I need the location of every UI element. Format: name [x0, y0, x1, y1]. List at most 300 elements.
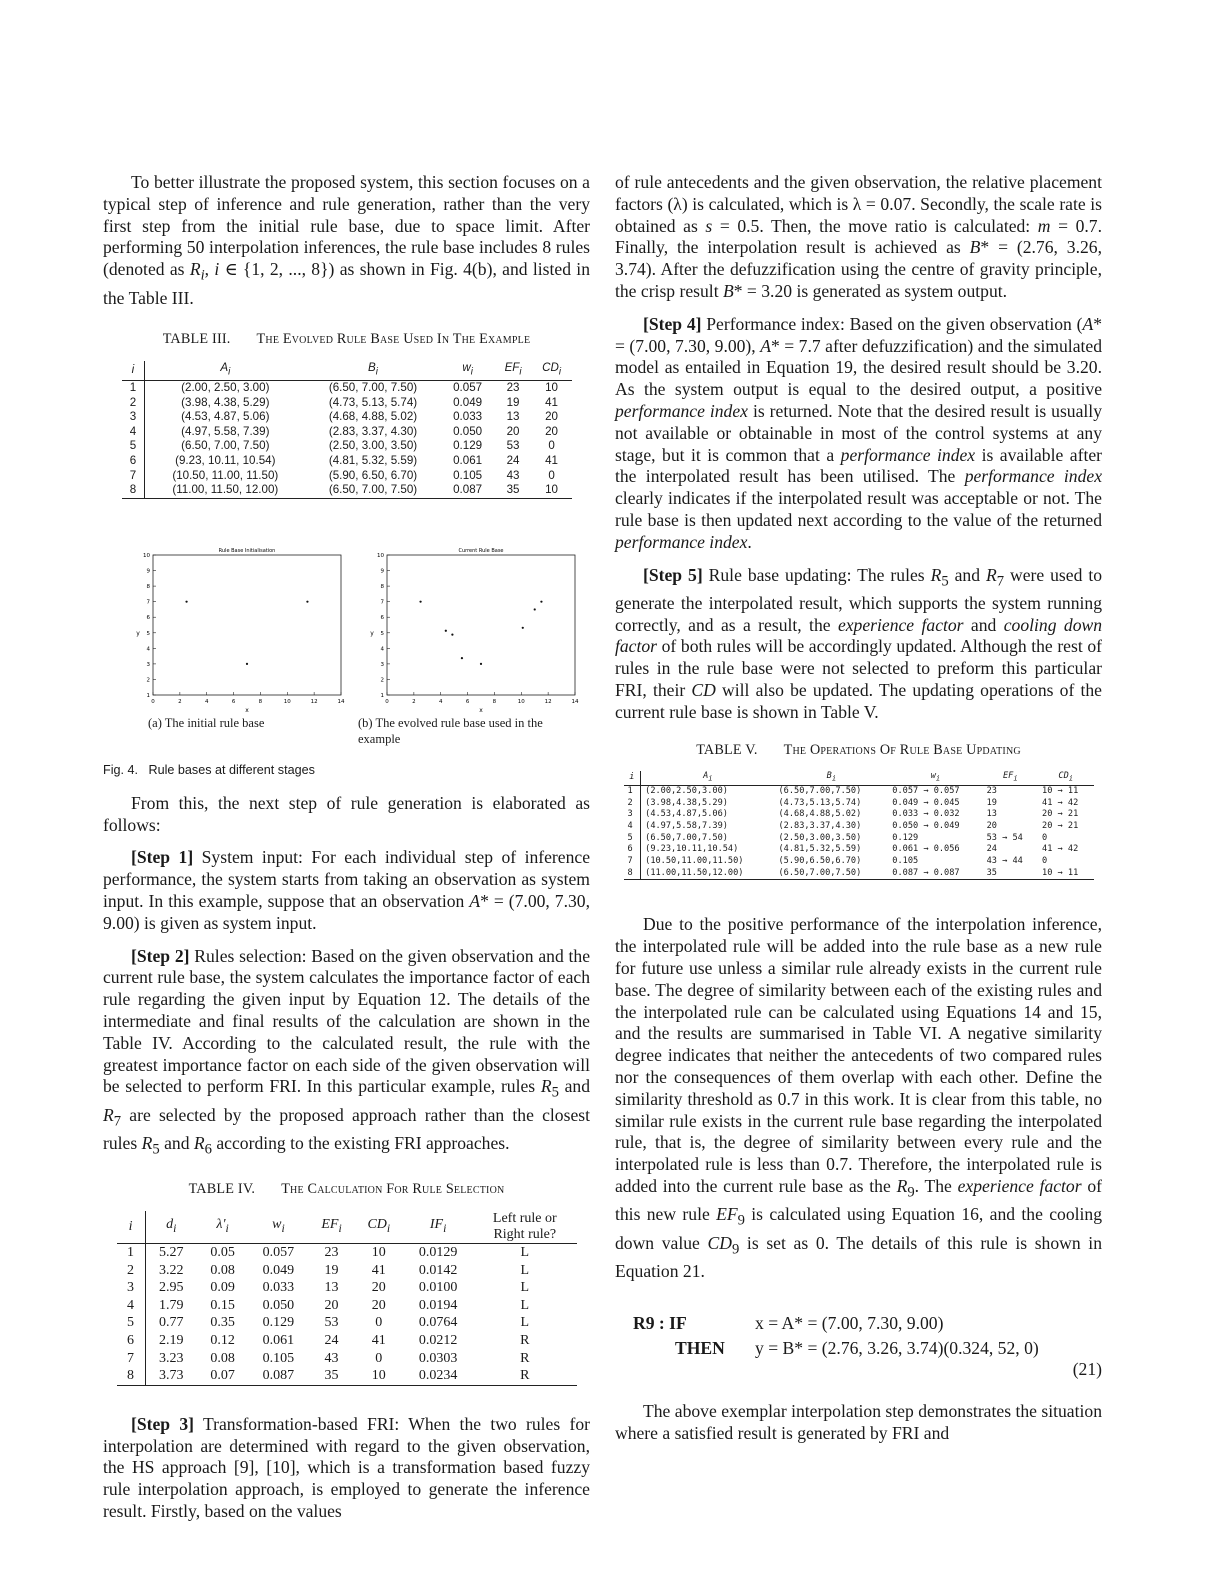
table3-cell: 23 [506, 381, 520, 394]
intro-paragraph: To better illustrate the proposed system, this section focuses on a typical step of inference and rule generation, rather than the very first step from the initial rule base, due to space limit. After performing 50 interpolation inferences, the rule base includes 8 rules (denoted as $R_i$, i ∈ {1, 2, ..., 8}) as shown in Fig. 4(b), and listed in the Table III. [103, 172, 590, 308]
figure-4a-x-tick-label: 8 [258, 698, 263, 705]
table4-cell: 20 [371, 1280, 386, 1296]
table3-cell: (4.81, 5.32, 5.59) [328, 453, 418, 467]
table3-cell: 10 [545, 381, 559, 394]
closing-paragraph: The above exemplar interpolation step demonstrates the situation where a satisfied result is generated by FRI and [615, 1400, 1102, 1443]
left-column [103, 172, 590, 1523]
table3-row [122, 469, 572, 484]
figure-4b-y-tick-label: 1 [380, 692, 384, 699]
table5-cell: 0.049 → 0.045 [892, 797, 960, 808]
table5-cell: 0.061 → 0.056 [892, 844, 960, 855]
table3-cell: 43 [506, 468, 520, 482]
table3-cell: 10 [532, 483, 572, 498]
table5-cell: 0.033 → 0.032 [892, 809, 960, 820]
table3-cell: (10.50, 11.00, 11.50) [172, 468, 279, 482]
table4-caption [103, 1179, 590, 1201]
table5-row [624, 844, 1094, 856]
table5-cell: 23 [986, 785, 997, 796]
table3-cell: (4.73, 5.13, 5.74) [328, 395, 418, 409]
figure-4b-y-tick-label: 7 [380, 599, 384, 606]
table3-row [122, 381, 572, 396]
table4-cell: 0.77 [159, 1315, 184, 1331]
table4-cell: 43 [324, 1350, 339, 1366]
table5-cell: (6.50,7.00,7.50) [645, 832, 728, 843]
table3-cell: 0.105 [453, 468, 483, 482]
table3-row [122, 410, 572, 425]
table5-cell: 0 [1042, 832, 1048, 843]
figure-4b-plot [363, 543, 583, 713]
table3-cell: 0.057 [453, 381, 483, 394]
figure-4b-y-tick-label: 10 [377, 552, 384, 559]
table5-row [624, 798, 1094, 810]
table4-cell: 0.0303 [418, 1350, 458, 1366]
table4-cell: 0.0212 [418, 1333, 458, 1349]
table4-cell: 3 [117, 1279, 146, 1297]
table3-cell: 7 [122, 469, 145, 484]
table4-header-1: $d_i$ [145, 1211, 197, 1244]
table3-row [122, 454, 572, 469]
table5-cell: (11.00,11.50,12.00) [641, 868, 775, 880]
eq-then-body: y = B* = (2.76, 3.26, 3.74)(0.324, 52, 0) [755, 1337, 1039, 1358]
step3-continued-paragraph: of rule antecedents and the given observation, the relative placement factors (λ) is calculated, which is λ = 0.07. Secondly, the scale rate is obtained as s = 0.5. Then, the move ratio is calculated: m = 0.7. Finally, the interpolation result is achieved as B* = (2.76, 3.26, 3.74). After the defuzzification using the centre of gravity principle, the crisp result B* = 3.20 is generated as system output. [615, 172, 1102, 301]
table3-row [122, 396, 572, 411]
table5-title: The Operations Of Rule Base Updating [783, 741, 1021, 758]
table4-cell: 23 [324, 1245, 339, 1261]
figure-4a-xlabel: x [245, 706, 249, 713]
table5-row [624, 856, 1094, 868]
table4-cell: 5 [117, 1314, 146, 1332]
table5-caption [615, 740, 1102, 762]
table3-header-3: $w_i$ [441, 361, 495, 380]
figure-4a-y-tick-label: 9 [146, 568, 150, 575]
step3-label: [Step 3] [131, 1413, 195, 1434]
table3-cell: 0.033 [453, 410, 483, 424]
table3-cell: 8 [122, 483, 145, 498]
table4-cell: 2.19 [159, 1333, 184, 1349]
table3-cell: 41 [545, 395, 559, 409]
figure-4a-caption: (a) The initial rule base [148, 715, 265, 730]
table3-row [122, 425, 572, 440]
table4-cell: 3.22 [159, 1262, 184, 1278]
figure-4b-point [522, 626, 524, 628]
table5-cell: (3.98,4.38,5.29) [645, 797, 728, 808]
figure-4b-x-tick-label: 2 [412, 698, 416, 705]
eq-number: (21) [1072, 1358, 1102, 1379]
step2-paragraph: [Step 2] Rules selection: Based on the given observation and the current rule base, the system calculates the importance factor of each rule regarding the given input by Equation 12. The details of the intermediate and final results of the calculation are shown in the Table IV. According to the calculated result, the rule with the greatest importance factor on each side of the given observation will be selected to perform FRI. In this particular example, rules $R_5$ and $R_7$ are selected by the proposed approach rather than the closest rules $R_5$ and $R_6$ according to the existing FRI approaches. [103, 945, 590, 1158]
table3-cell: 41 [545, 453, 559, 467]
figure-4a-x-tick-label: 14 [337, 698, 345, 705]
table4-row [117, 1244, 577, 1262]
figure-4b-point [480, 663, 482, 665]
table3-cell: (2.00, 2.50, 3.00) [181, 381, 270, 394]
table5-header-1: $A_i$ [641, 771, 775, 785]
table5-row [624, 833, 1094, 845]
table4-cell: 10 [354, 1367, 403, 1385]
table4-cell: 0.0194 [418, 1297, 458, 1313]
table4-cell: 1.79 [159, 1297, 184, 1313]
figure-4b-x-tick-label: 10 [517, 698, 525, 705]
table5-row [624, 868, 1094, 880]
equation-21 [615, 1313, 1102, 1395]
table3-cell: 19 [506, 395, 520, 409]
table3-cell: 1 [122, 381, 145, 396]
table4-cell: 0.050 [262, 1297, 295, 1313]
figure-4a-title: Rule Base Initialisation [218, 547, 276, 554]
figure-4 [103, 543, 590, 715]
table4-cell: 0.08 [210, 1350, 235, 1366]
table5-cell: 19 [986, 797, 997, 808]
table5-cell: 35 [983, 868, 1038, 880]
table5-cell: 53 → 54 [986, 832, 1023, 843]
table5-cell: 0.057 → 0.057 [892, 785, 960, 796]
table3-header-5: $CD_i$ [532, 361, 572, 380]
table3-header-1: $A_i$ [145, 361, 305, 380]
step1-paragraph: [Step 1] System input: For each individual step of inference performance, the system starts from taking an observation as system input. In this example, suppose that an observation A* = (7.00, 7.30, 9.00) is given as system input. [103, 847, 591, 933]
step3-text: Transformation-based FRI: When the two rules for interpolation are determined with regard to the given observation, the HS approach [9], [10], which is a transformation based fuzzy rule interpolation approach, is employed to generate the inference result. Firstly, based on the values [103, 1413, 591, 1521]
figure-4b-point [445, 629, 447, 631]
figure-4a-y-tick-label: 10 [143, 552, 150, 559]
eq-r9-label: R9 : IF [633, 1312, 687, 1333]
table5-cell: 20 → 21 [1042, 809, 1079, 820]
table5-header-0: i [624, 771, 641, 785]
table5-cell: 1 [624, 785, 641, 797]
table5-cell: 43 → 44 [986, 856, 1023, 867]
table4-cell: 4 [117, 1297, 146, 1315]
table4-cell: L [520, 1245, 530, 1261]
table4-row [117, 1332, 577, 1350]
table3-cell: 35 [494, 483, 531, 498]
right-column [615, 172, 1102, 1444]
figure-4a-point [306, 600, 308, 602]
similarity-paragraph: Due to the positive performance of the interpolation inference, the interpolated rule will be added into the rule base as a new rule for future use unless a similar rule already exists in the current rule base. The degree of similarity between each of the existing rules and the interpolated rule can be calculated using Equations 14 and 15, and the results are summarised in Table VI. A negative similarity degree indicates that neither the antecedents of two compared rules nor the consequences of them overlap with each other. Define the similarity threshold as 0.7 in this work. It is clear from this table, no similar rule exists in the current rule base regarding the interpolated rule, that is, the degree of similarity between every rule and the interpolated rule is less than 0.7. Therefore, the interpolated rule is added into the current rule base as the $R_9$. The experience factor of this new rule $EF_9$ is calculated using Equation 16, and the cooling down value $CD_9$ is set as 0. The details of this rule is shown in Equation 21. [615, 914, 1103, 1281]
table4-cell: 7 [117, 1350, 146, 1368]
table4-label: TABLE IV. [188, 1181, 256, 1198]
figure-4a-x-tick-label: 4 [204, 698, 209, 705]
table5-cell: (5.90,6.50,6.70) [778, 856, 862, 867]
table4-cell: 0.0142 [418, 1262, 458, 1278]
table5-row [624, 809, 1094, 821]
figure-4b-y-tick-label: 9 [380, 568, 384, 575]
table3-cell: (2.50, 3.00, 3.50) [328, 439, 418, 453]
step4-label: [Step 4] [643, 313, 702, 334]
figure-4b-title: Current Rule Base [458, 547, 504, 554]
figure-4b-caption: (b) The evolved rule base used in the example [358, 715, 543, 746]
table5-cell: 24 [986, 844, 997, 855]
table4-header-0: i [117, 1211, 146, 1244]
table5-cell: 0 [1042, 856, 1048, 867]
table5-cell: (10.50,11.00,11.50) [645, 856, 744, 867]
table5-cell: 5 [624, 833, 641, 845]
table4-cell: 0.033 [262, 1280, 295, 1296]
table4-cell: 0.35 [210, 1315, 235, 1331]
table5-cell: (4.81,5.32,5.59) [778, 844, 862, 855]
table4-cell: 3.23 [159, 1350, 184, 1366]
table4-cell: 0.061 [262, 1333, 295, 1349]
table3-header-0: i [122, 361, 145, 380]
table4-header-2: $\lambda'_i$ [197, 1211, 248, 1244]
table4-cell: 0.105 [262, 1350, 295, 1366]
table3-cell: 2 [122, 396, 145, 411]
figure-4b-point [419, 600, 421, 602]
table5-cell: 8 [624, 868, 641, 880]
table4-cell: 2.95 [159, 1280, 184, 1296]
figure-4a-y-tick-label: 7 [146, 599, 150, 606]
table4-cell: 0.0234 [403, 1367, 473, 1385]
table3-cell: 0.129 [453, 439, 483, 453]
figure-4b-point [451, 633, 453, 635]
table5-cell: 2 [624, 798, 641, 810]
table5-cell: 7 [624, 856, 641, 868]
table4-cell: 0 [375, 1315, 383, 1331]
table3-title: The Evolved Rule Base Used In The Example [256, 331, 531, 348]
table4-cell: 0.08 [210, 1262, 235, 1278]
table5-cell: (6.50,7.00,7.50) [778, 785, 862, 796]
table4-row [117, 1279, 577, 1297]
table4-header-3: $w_i$ [248, 1211, 309, 1244]
table4-header-5: $CD_i$ [354, 1211, 403, 1244]
table4-cell: 13 [324, 1280, 339, 1296]
table3-cell: 20 [506, 424, 520, 438]
table4-cell: 0.05 [210, 1245, 235, 1261]
figure-4a-y-tick-label: 2 [146, 677, 150, 684]
table3-cell: (11.00, 11.50, 12.00) [145, 483, 305, 498]
figure-4-caption: Fig. 4. Rule bases at different stages [103, 762, 315, 777]
step4-paragraph: [Step 4] Performance index: Based on the given observation (A* = (7.00, 7.30, 9.00), A* = 7.7 after defuzzification) and the simulated model as entailed in Equation 19, the desired result should be 3.20. As the system output is equal to the desired output, a positive performance index is returned. Note that the desired result is usually not available or obtainable in most of the control systems at any stage, but it is common that a performance index is available after the interpolated result has been utilised. The performance index clearly indicates if the interpolated result was acceptable or not. The rule base is then updated next according to the value of the returned performance index. [615, 313, 1103, 552]
table4-cell: 41 [371, 1333, 386, 1349]
table4-cell: R [473, 1367, 576, 1385]
table5-cell: 3 [624, 809, 641, 821]
table3-cell: 0.050 [453, 424, 483, 438]
table3-row [122, 439, 572, 454]
figure-4a-ylabel: y [136, 629, 140, 637]
table3-cell: 53 [506, 439, 520, 453]
table4-cell: 2 [117, 1262, 146, 1280]
eq-if-body: x = A* = (7.00, 7.30, 9.00) [755, 1312, 944, 1333]
table4-cell: 0.129 [262, 1315, 295, 1331]
table4-cell: 53 [324, 1315, 339, 1331]
figure-4b-frame [387, 555, 575, 695]
figure-4b-y-tick-label: 3 [380, 661, 384, 668]
table3-header-4: $EF_i$ [494, 361, 531, 380]
table4-row [117, 1314, 577, 1332]
figure-4a-x-tick-label: 2 [178, 698, 182, 705]
table5-header-4: $EF_i$ [983, 771, 1038, 785]
eq-then-label: THEN [675, 1337, 725, 1358]
table5-cell: 41 → 42 [1042, 844, 1079, 855]
table5-cell: 20 [986, 820, 997, 831]
table4-cell: L [520, 1280, 530, 1296]
table4-cell: 35 [309, 1367, 355, 1385]
table5 [624, 771, 1094, 880]
figure-4a-y-tick-label: 4 [146, 646, 150, 653]
table3-cell: 5 [122, 439, 145, 454]
table3-cell: 3 [122, 410, 145, 425]
table4-cell: L [520, 1297, 530, 1313]
table4-cell: L [520, 1262, 530, 1278]
table5-cell: (4.97,5.58,7.39) [645, 820, 728, 831]
figure-4b-y-tick-label: 2 [380, 677, 384, 684]
table3-cell: 20 [545, 424, 559, 438]
table4-cell: 0.0100 [418, 1280, 458, 1296]
table4-cell: 20 [371, 1297, 386, 1313]
table5-cell: (2.00,2.50,3.00) [645, 785, 728, 796]
table5-cell: (9.23,10.11,10.54) [645, 844, 739, 855]
step1-label: [Step 1] [131, 847, 194, 868]
table4-cell: 1 [117, 1244, 146, 1262]
figure-4a-y-tick-label: 5 [146, 630, 150, 637]
figure-4a-point [246, 663, 248, 665]
table5-cell: 20 → 21 [1042, 820, 1079, 831]
table3-cell: 0.061 [453, 453, 483, 467]
table5-header-5: $CD_i$ [1038, 771, 1093, 785]
table3-cell: (4.68, 4.88, 5.02) [328, 410, 418, 424]
figure-4b-x-tick-label: 0 [385, 698, 389, 705]
step5-label: [Step 5] [643, 564, 703, 585]
table5-cell: 41 → 42 [1042, 797, 1079, 808]
table3-cell: (4.53, 4.87, 5.06) [181, 410, 270, 424]
figure-4b-y-tick-label: 5 [380, 630, 384, 637]
table3-cell: 4 [122, 425, 145, 440]
table5-cell: (2.83,3.37,4.30) [778, 820, 862, 831]
table4-cell: 0.0129 [418, 1245, 458, 1261]
table5-cell: 10 → 11 [1042, 785, 1079, 796]
table5-header-2: $B_i$ [775, 771, 889, 785]
figure-4b-y-tick-label: 8 [380, 583, 384, 590]
table4-cell: 8 [117, 1367, 146, 1385]
table4-cell: 3.73 [145, 1367, 197, 1385]
table3-label: TABLE III. [162, 331, 231, 348]
table3-cell: 13 [506, 410, 520, 424]
table3-cell: (6.50, 7.00, 7.50) [305, 483, 440, 498]
figure-4a-y-tick-label: 8 [146, 583, 150, 590]
table5-cell: (6.50,7.00,7.50) [775, 868, 889, 880]
table3-cell: (6.50, 7.00, 7.50) [328, 381, 418, 394]
figure-4a-x-tick-label: 10 [283, 698, 291, 705]
figure-4b-point [534, 608, 536, 610]
figure-4a-y-tick-label: 1 [146, 692, 150, 699]
table3-cell: 0 [548, 439, 555, 453]
table5-cell: 0.129 [892, 832, 919, 843]
table3-cell: (3.98, 4.38, 5.29) [181, 395, 270, 409]
table5-cell: 0.050 → 0.049 [892, 820, 960, 831]
table3-header-2: $B_i$ [305, 361, 440, 380]
table4-row [117, 1367, 577, 1385]
table5-label: TABLE V. [696, 741, 758, 758]
table4-header-4: $EF_i$ [309, 1211, 355, 1244]
table5-cell: 10 → 11 [1038, 868, 1093, 880]
figure-4a-x-tick-label: 12 [310, 698, 318, 705]
table3-cell: 0 [548, 468, 555, 482]
figure-4a-frame [153, 555, 341, 695]
step2-label: [Step 2] [131, 945, 190, 966]
table4-title: The Calculation For Rule Selection [281, 1181, 505, 1198]
table5-header-3: $w_i$ [888, 771, 982, 785]
table3-cell: (9.23, 10.11, 10.54) [175, 453, 276, 467]
table3-cell: (4.97, 5.58, 7.39) [181, 424, 270, 438]
figure-4b-x-tick-label: 12 [544, 698, 552, 705]
table5-cell: (4.73,5.13,5.74) [778, 797, 862, 808]
table4-cell: L [520, 1315, 530, 1331]
table3-caption [103, 329, 590, 351]
figure-4b-point [540, 600, 542, 602]
rule-generation-intro: From this, the next step of rule generation is elaborated as follows: [103, 792, 590, 835]
table5-cell: (2.50,3.00,3.50) [778, 832, 862, 843]
table4-cell: 0.057 [262, 1245, 295, 1261]
table4-cell: 0 [375, 1350, 383, 1366]
table4-cell: 6 [117, 1332, 146, 1350]
table4-header-7: Left rule or Right rule? [473, 1211, 576, 1244]
figure-4a-x-tick-label: 6 [231, 698, 236, 705]
table4-cell: R [520, 1333, 530, 1349]
table4-cell: R [520, 1350, 530, 1366]
table4-cell: 0.15 [210, 1297, 235, 1313]
figure-4b-x-tick-label: 14 [571, 698, 579, 705]
table5-row [624, 785, 1094, 797]
table4-cell: 0.0764 [418, 1315, 458, 1331]
step5-paragraph: [Step 5] Rule base updating: The rules $R_5$ and $R_7$ were used to generate the interpolated result, which supports the system running correctly, and as a result, the experience factor and cooling down factor of both rules will be accordingly updated. Although the rest of rules in the rule base were not selected to preform this particular FRI, their CD will also be updated. The updating operations of the current rule base is shown in Table V. [615, 564, 1103, 722]
table3-cell: 0.049 [453, 395, 483, 409]
table4-cell: 0.12 [210, 1333, 235, 1349]
figure-4b-xlabel: x [479, 706, 483, 713]
table4-cell: 24 [324, 1333, 339, 1349]
table5-row [624, 821, 1094, 833]
table4-header-6: $IF_i$ [403, 1211, 473, 1244]
figure-4b-y-tick-label: 6 [380, 614, 384, 621]
table4-cell: 0.087 [248, 1367, 309, 1385]
figure-4a-point [185, 600, 187, 602]
table3-cell: (2.83, 3.37, 4.30) [328, 424, 418, 438]
table5-cell: 4 [624, 821, 641, 833]
figure-4b-x-tick-label: 6 [465, 698, 470, 705]
table5-cell: 0.105 [892, 856, 919, 867]
table4-row [117, 1350, 577, 1368]
table4-cell: 0.049 [262, 1262, 295, 1278]
figure-4b-x-tick-label: 4 [438, 698, 443, 705]
table3-cell: 24 [506, 453, 520, 467]
figure-4a-plot [129, 543, 349, 713]
figure-4a-y-tick-label: 3 [146, 661, 150, 668]
table3-cell: (6.50, 7.00, 7.50) [181, 439, 270, 453]
table4-cell: 5.27 [159, 1245, 184, 1261]
table5-cell: (4.53,4.87,5.06) [645, 809, 728, 820]
table3-cell: 6 [122, 454, 145, 469]
step3-paragraph [103, 1414, 590, 1523]
table4-cell: 0.07 [197, 1367, 248, 1385]
figure-4b-x-tick-label: 8 [492, 698, 497, 705]
table4 [117, 1211, 577, 1386]
figure-4b-ylabel: y [370, 629, 374, 637]
table5-cell: 0.087 → 0.087 [888, 868, 982, 880]
table5-cell: (4.68,4.88,5.02) [778, 809, 862, 820]
table4-cell: 20 [324, 1297, 339, 1313]
figure-4a-x-tick-label: 0 [151, 698, 155, 705]
figure-4a-y-tick-label: 6 [146, 614, 150, 621]
figure-4b-y-tick-label: 4 [380, 646, 384, 653]
table4-cell: 41 [371, 1262, 386, 1278]
table3-cell: (5.90, 6.50, 6.70) [328, 468, 418, 482]
table3 [122, 361, 572, 499]
table4-cell: 0.09 [210, 1280, 235, 1296]
table3-cell: 20 [545, 410, 559, 424]
table4-row [117, 1262, 577, 1280]
table4-row [117, 1297, 577, 1315]
table4-cell: 10 [371, 1245, 386, 1261]
table4-cell: 19 [324, 1262, 339, 1278]
table3-cell: 0.087 [441, 483, 495, 498]
table5-cell: 13 [986, 809, 997, 820]
figure-4b-point [461, 657, 463, 659]
table3-row [122, 483, 572, 498]
